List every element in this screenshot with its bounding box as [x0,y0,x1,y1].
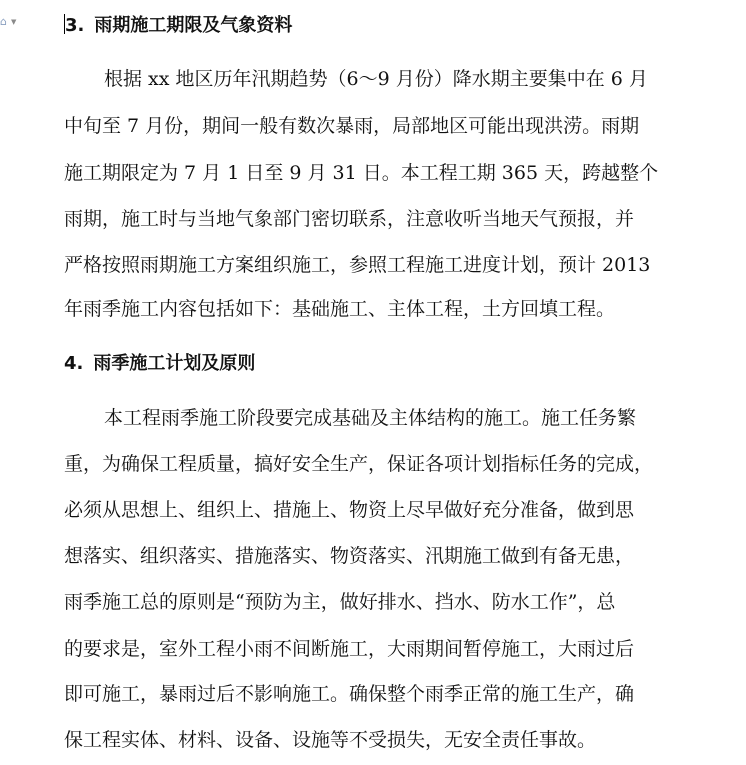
paragraph-line: 根据 xx 地区历年汛期趋势（6～9 月份）降水期主要集中在 6 月 [104,68,648,90]
section-title: 雨期施工期限及气象资料 [94,15,293,36]
paragraph-line: 中旬至 7 月份，期间一般有数次暴雨，局部地区可能出现洪涝。雨期 [64,115,640,137]
paragraph-line: 重，为确保工程质量，搞好安全生产，保证各项计划指标任务的完成， [64,453,654,475]
paragraph-line: 雨季施工总的原则是“预防为主，做好排水、挡水、防水工作”，总 [64,591,616,613]
paragraph-line: 保工程实体、材料、设备、设施等不受损失，无安全责任事故。 [64,729,597,751]
section-number: 3. [65,15,85,36]
paragraph-line: 施工期限定为 7 月 1 日至 9 月 31 日。本工程工期 365 天，跨越整个 [64,162,659,184]
paragraph-line: 想落实、组织落实、措施落实、物资落实、汛期施工做到有备无患， [64,545,635,567]
section-3-heading [64,14,292,38]
paragraph-line: 年雨季施工内容包括如下：基础施工、主体工程，土方回填工程。 [64,298,616,320]
section-title: 雨季施工计划及原则 [93,353,256,374]
paragraph-line: 即可施工，暴雨过后不影响施工。确保整个雨季正常的施工生产，确 [64,683,635,705]
section-number: 4. [64,353,84,374]
paragraph-line: 的要求是，室外工程小雨不间断施工，大雨期间暂停施工，大雨过后 [64,638,635,660]
paragraph-line: 本工程雨季施工阶段要完成基础及主体结构的施工。施工任务繁 [104,407,637,429]
paragraph-line: 严格按照雨期施工方案组织施工，参照工程施工进度计划，预计 2013 [64,254,651,276]
paragraph-anchor-icon[interactable]: ⌂ ▼ [0,15,17,28]
section-4-heading [64,352,255,376]
paragraph-line: 雨期，施工时与当地气象部门密切联系，注意收听当地天气预报，并 [64,208,635,230]
chevron-down-icon: ▼ [11,18,17,26]
paragraph-line: 必须从思想上、组织上、措施上、物资上尽早做好充分准备，做到思 [64,499,635,521]
